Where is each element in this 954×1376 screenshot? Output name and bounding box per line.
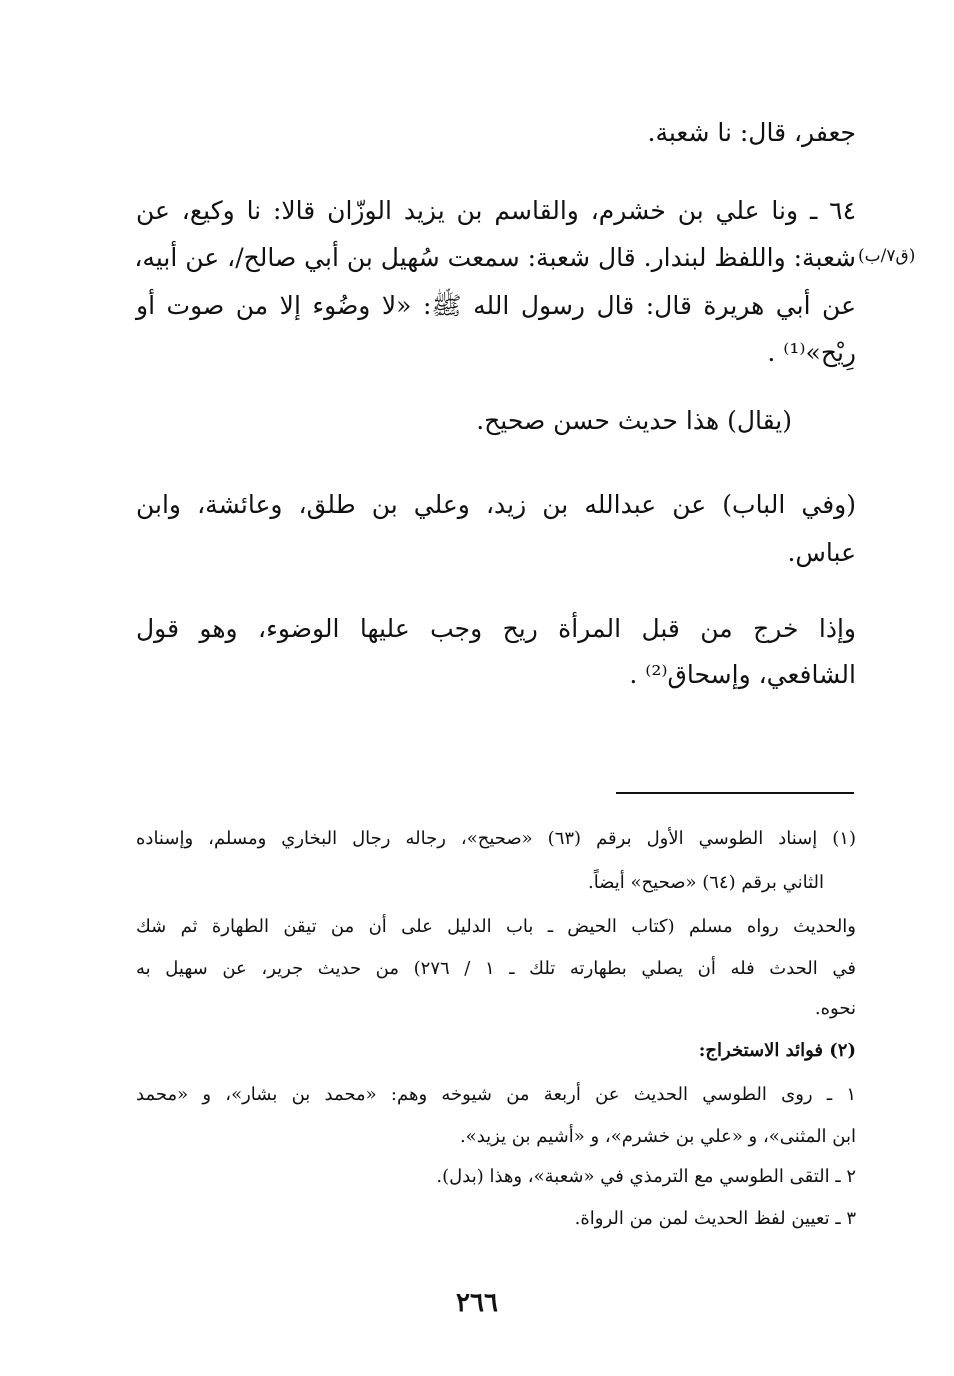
ruling-line-1: وإذا خرج من قبل المرأة ريح وجب عليها الوضوء، وهو قول [136, 614, 856, 643]
footnote-1-line-1: (١) إسناد الطوسي الأول برقم (٦٣) «صحيح»، رجاله رجال البخاري ومسلم، وإسناده [136, 828, 856, 849]
footnote-separator [616, 792, 854, 794]
page-number: ٢٦٦ [456, 1288, 498, 1318]
footnote-1-line-3: والحديث رواه مسلم (كتاب الحيض ـ باب الدليل على أن من تيقن الطهارة ثم شك [136, 916, 856, 937]
footnote-2-title: (٢) فوائد الاستخراج: [698, 1040, 856, 1061]
hadith-64-line-1: ٦٤ ـ ونا علي بن خشرم، والقاسم بن يزيد الوزّان قالا: نا وكيع، عن [136, 196, 856, 225]
footnote-1-line-4: في الحدث فله أن يصلي بطهارته تلك ـ ١ / ٢٧٦) من حديث جرير، عن سهيل به [136, 958, 857, 979]
footnote-2-item-2: ٢ ـ التقى الطوسي مع الترمذي في «شعبة»، وهذا (بدل). [436, 1166, 856, 1187]
footnote-1-line-2: الثاني برقم (٦٤) «صحيح» أيضاً. [587, 872, 824, 893]
footnote-2-item-1-line-2: ابن المثنى»، و «علي بن خشرم»، و «أشيم بن يزيد». [459, 1126, 856, 1147]
footnote-2-item-3: ٣ ـ تعيين لفظ الحديث لمن من الرواة. [574, 1208, 856, 1229]
text-line: جعفر، قال: نا شعبة. [647, 118, 856, 147]
grading-statement: (يقال) هذا حديث حسن صحيح. [476, 406, 792, 435]
footnote-1-line-5: نحوه. [814, 998, 856, 1019]
bab-line-2: عباس. [787, 538, 856, 567]
margin-note: (ق٧/ب) [858, 246, 916, 266]
hadith-64-line-3: عن أبي هريرة قال: قال رسول الله ﷺ: «لا وضُوء إلا من صوت أو [136, 291, 856, 320]
footnote-2-item-1-line-1: ١ ـ روى الطوسي الحديث عن أربعة من شيوخه وهم: «محمد بن بشار»، و «محمد [136, 1084, 856, 1105]
hadith-64-line-2: شعبة: واللفظ لبندار. قال شعبة: سمعت سُهيل بن أبي صالح/، عن أبيه، [134, 243, 856, 272]
hadith-64-line-4: رِيْح»⁽¹⁾ . [767, 338, 856, 367]
bab-line-1: (وفي الباب) عن عبدالله بن زيد، وعلي بن طلق، وعائشة، وابن [136, 490, 856, 519]
ruling-line-2: الشافعي، وإسحاق⁽²⁾ . [629, 660, 856, 689]
